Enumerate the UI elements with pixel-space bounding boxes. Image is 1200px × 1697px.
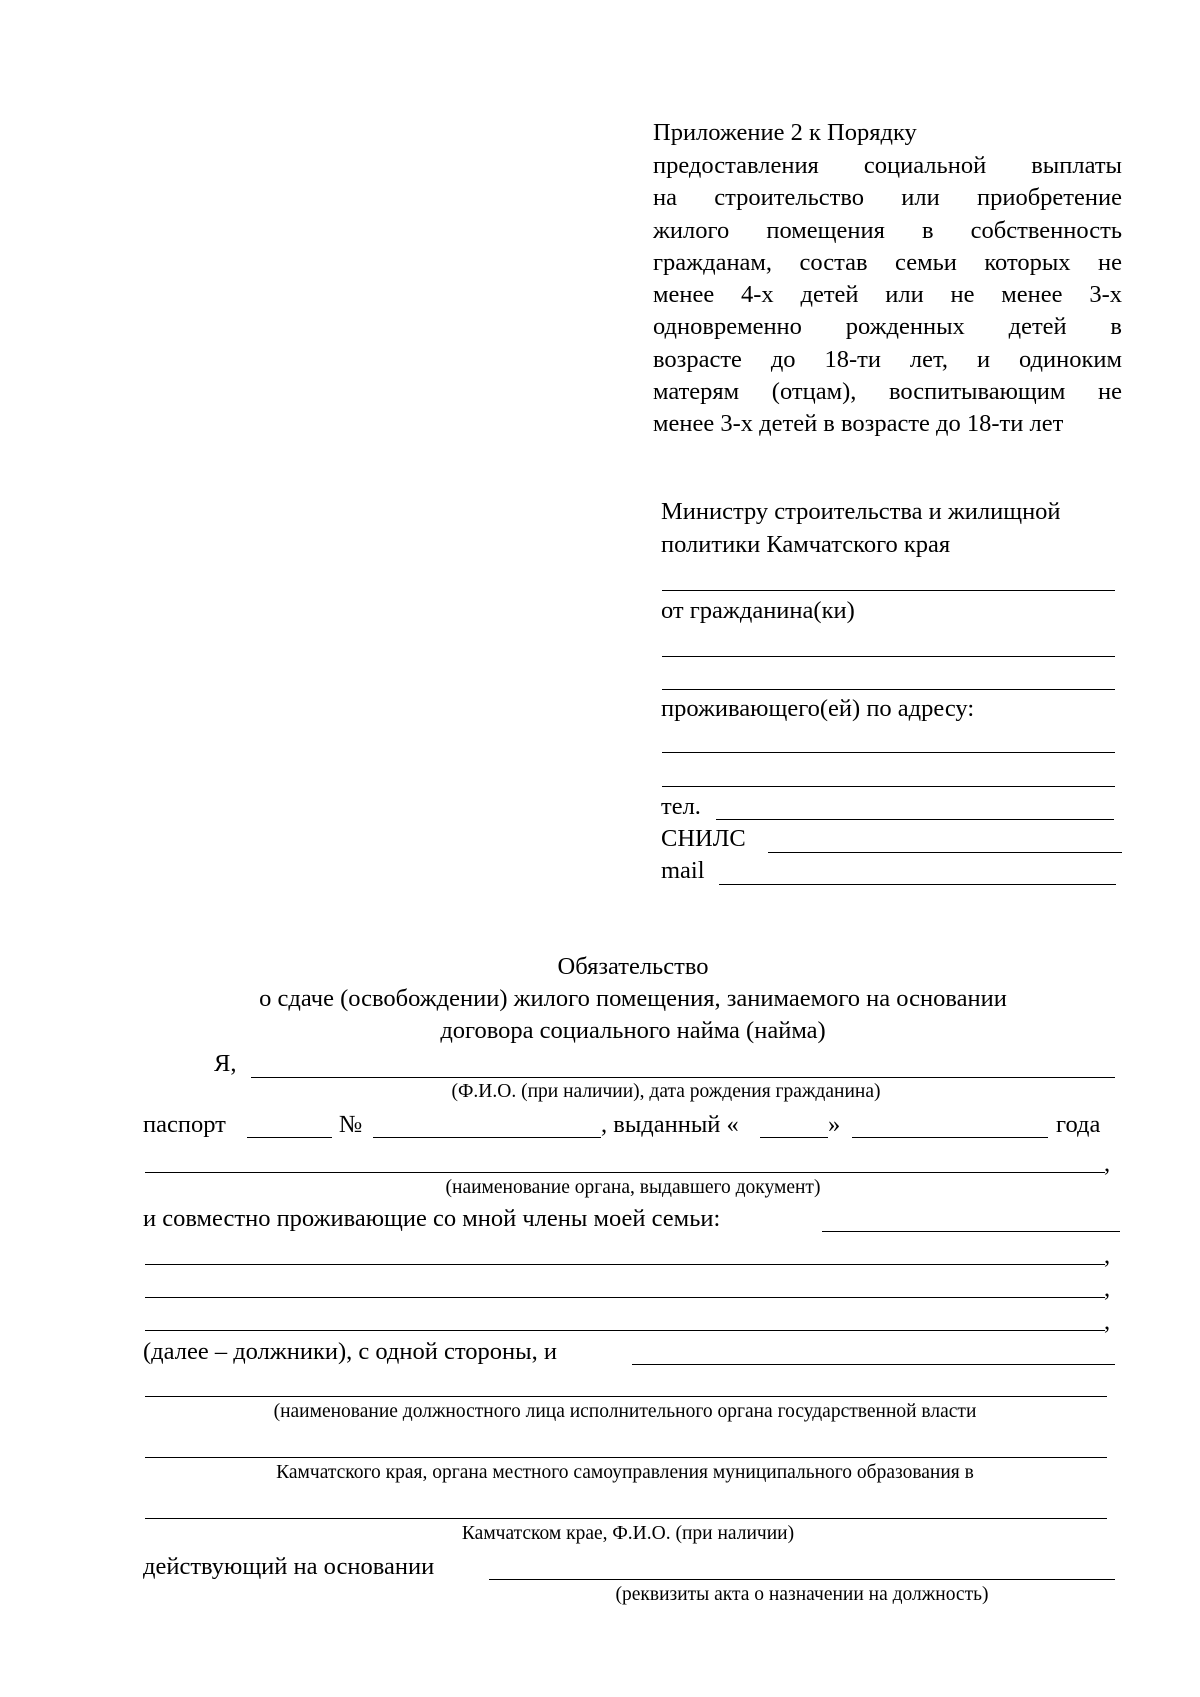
quote-close: » [828, 1111, 841, 1138]
passport-label: паспорт [143, 1111, 226, 1138]
hint-official-1: (наименование должностного лица исполнительного органа государственной власти [273, 1401, 977, 1422]
hint-fio: (Ф.И.О. (при наличии), дата рождения гражданина) [451, 1081, 881, 1102]
appendix-title: Приложение 2 к Порядку [653, 119, 917, 146]
i-label: Я, [214, 1050, 237, 1077]
mail-field-line[interactable] [719, 884, 1116, 885]
official-field-line-2[interactable] [145, 1457, 1107, 1458]
hint-issuer: (наименование органа, выдавшего документ) [445, 1177, 821, 1198]
comma: , [1104, 1308, 1111, 1335]
appendix-line: менее 3-х детей в возрасте до 18-ти лет [653, 410, 1064, 438]
hint-act: (реквизиты акта о назначении на должность) [615, 1584, 989, 1605]
appendix-text [653, 150, 1122, 441]
phone-label: тел. [661, 793, 701, 820]
comma: , [1104, 1242, 1111, 1269]
hint-official-2: Камчатского края, органа местного самоуправления муниципального образования в [276, 1462, 974, 1483]
comma: , [1104, 1275, 1111, 1302]
issuer-field-line[interactable] [145, 1172, 1105, 1173]
family-field-line-2[interactable] [145, 1297, 1105, 1298]
official-field-line-0[interactable] [632, 1364, 1115, 1365]
citizen-name-line-2[interactable] [662, 689, 1115, 690]
year-label: года [1056, 1111, 1101, 1138]
issued-label: , выданный « [601, 1111, 739, 1138]
phone-field-line[interactable] [716, 819, 1114, 820]
document-subtitle-2: договора социального найма (найма) [440, 1017, 826, 1044]
appendix-line: на строительство или приобретение [653, 184, 1122, 212]
comma: , [1104, 1150, 1111, 1177]
document-subtitle-1: о сдаче (освобождении) жилого помещения, занимаемого на основании [259, 985, 1007, 1012]
appendix-line: матерям (отцам), воспитывающим не [653, 378, 1122, 406]
family-field-line-1[interactable] [145, 1264, 1105, 1265]
official-field-line-1[interactable] [145, 1396, 1107, 1397]
appendix-line: менее 4-х детей или не менее 3-х [653, 281, 1122, 309]
mail-label: mail [661, 857, 705, 884]
family-field-line-0[interactable] [822, 1231, 1120, 1232]
appendix-line: гражданам, состав семьи которых не [653, 248, 1122, 276]
fio-field-line[interactable] [251, 1077, 1115, 1078]
passport-number-line[interactable] [373, 1137, 601, 1138]
document-title: Обязательство [557, 953, 709, 980]
passport-series-line[interactable] [247, 1137, 332, 1138]
hint-official-3: Камчатском крае, Ф.И.О. (при наличии) [461, 1523, 795, 1544]
number-sign: № [339, 1111, 363, 1138]
addressee-line-2: политики Камчатского края [661, 531, 951, 558]
family-label: и совместно проживающие со мной члены моей семьи: [143, 1205, 721, 1232]
appendix-line: одновременно рожденных детей в [653, 313, 1122, 341]
appendix-line: возрасте до 18-ти лет, и одиноким [653, 345, 1122, 373]
snils-field-line[interactable] [768, 852, 1122, 853]
citizen-name-line-1[interactable] [662, 656, 1115, 657]
from-citizen-label: от гражданина(ки) [661, 597, 855, 624]
addressee-line-1: Министру строительства и жилищной [661, 498, 1061, 525]
debtors-label: (далее – должники), с одной стороны, и [143, 1338, 557, 1365]
issue-month-line[interactable] [852, 1137, 1048, 1138]
issue-day-line[interactable] [760, 1137, 828, 1138]
address-line-2[interactable] [662, 786, 1115, 787]
appendix-line: жилого помещения в собственность [653, 216, 1122, 244]
official-field-line-3[interactable] [145, 1518, 1107, 1519]
address-label: проживающего(ей) по адресу: [661, 695, 975, 722]
snils-label: СНИЛС [661, 825, 746, 852]
addressee-blank-line[interactable] [662, 590, 1115, 591]
appendix-line: предоставления социальной выплаты [653, 152, 1122, 179]
address-line-1[interactable] [662, 752, 1115, 753]
family-field-line-3[interactable] [145, 1330, 1105, 1331]
acting-basis-field-line[interactable] [489, 1579, 1115, 1580]
acting-label: действующий на основании [143, 1553, 435, 1580]
